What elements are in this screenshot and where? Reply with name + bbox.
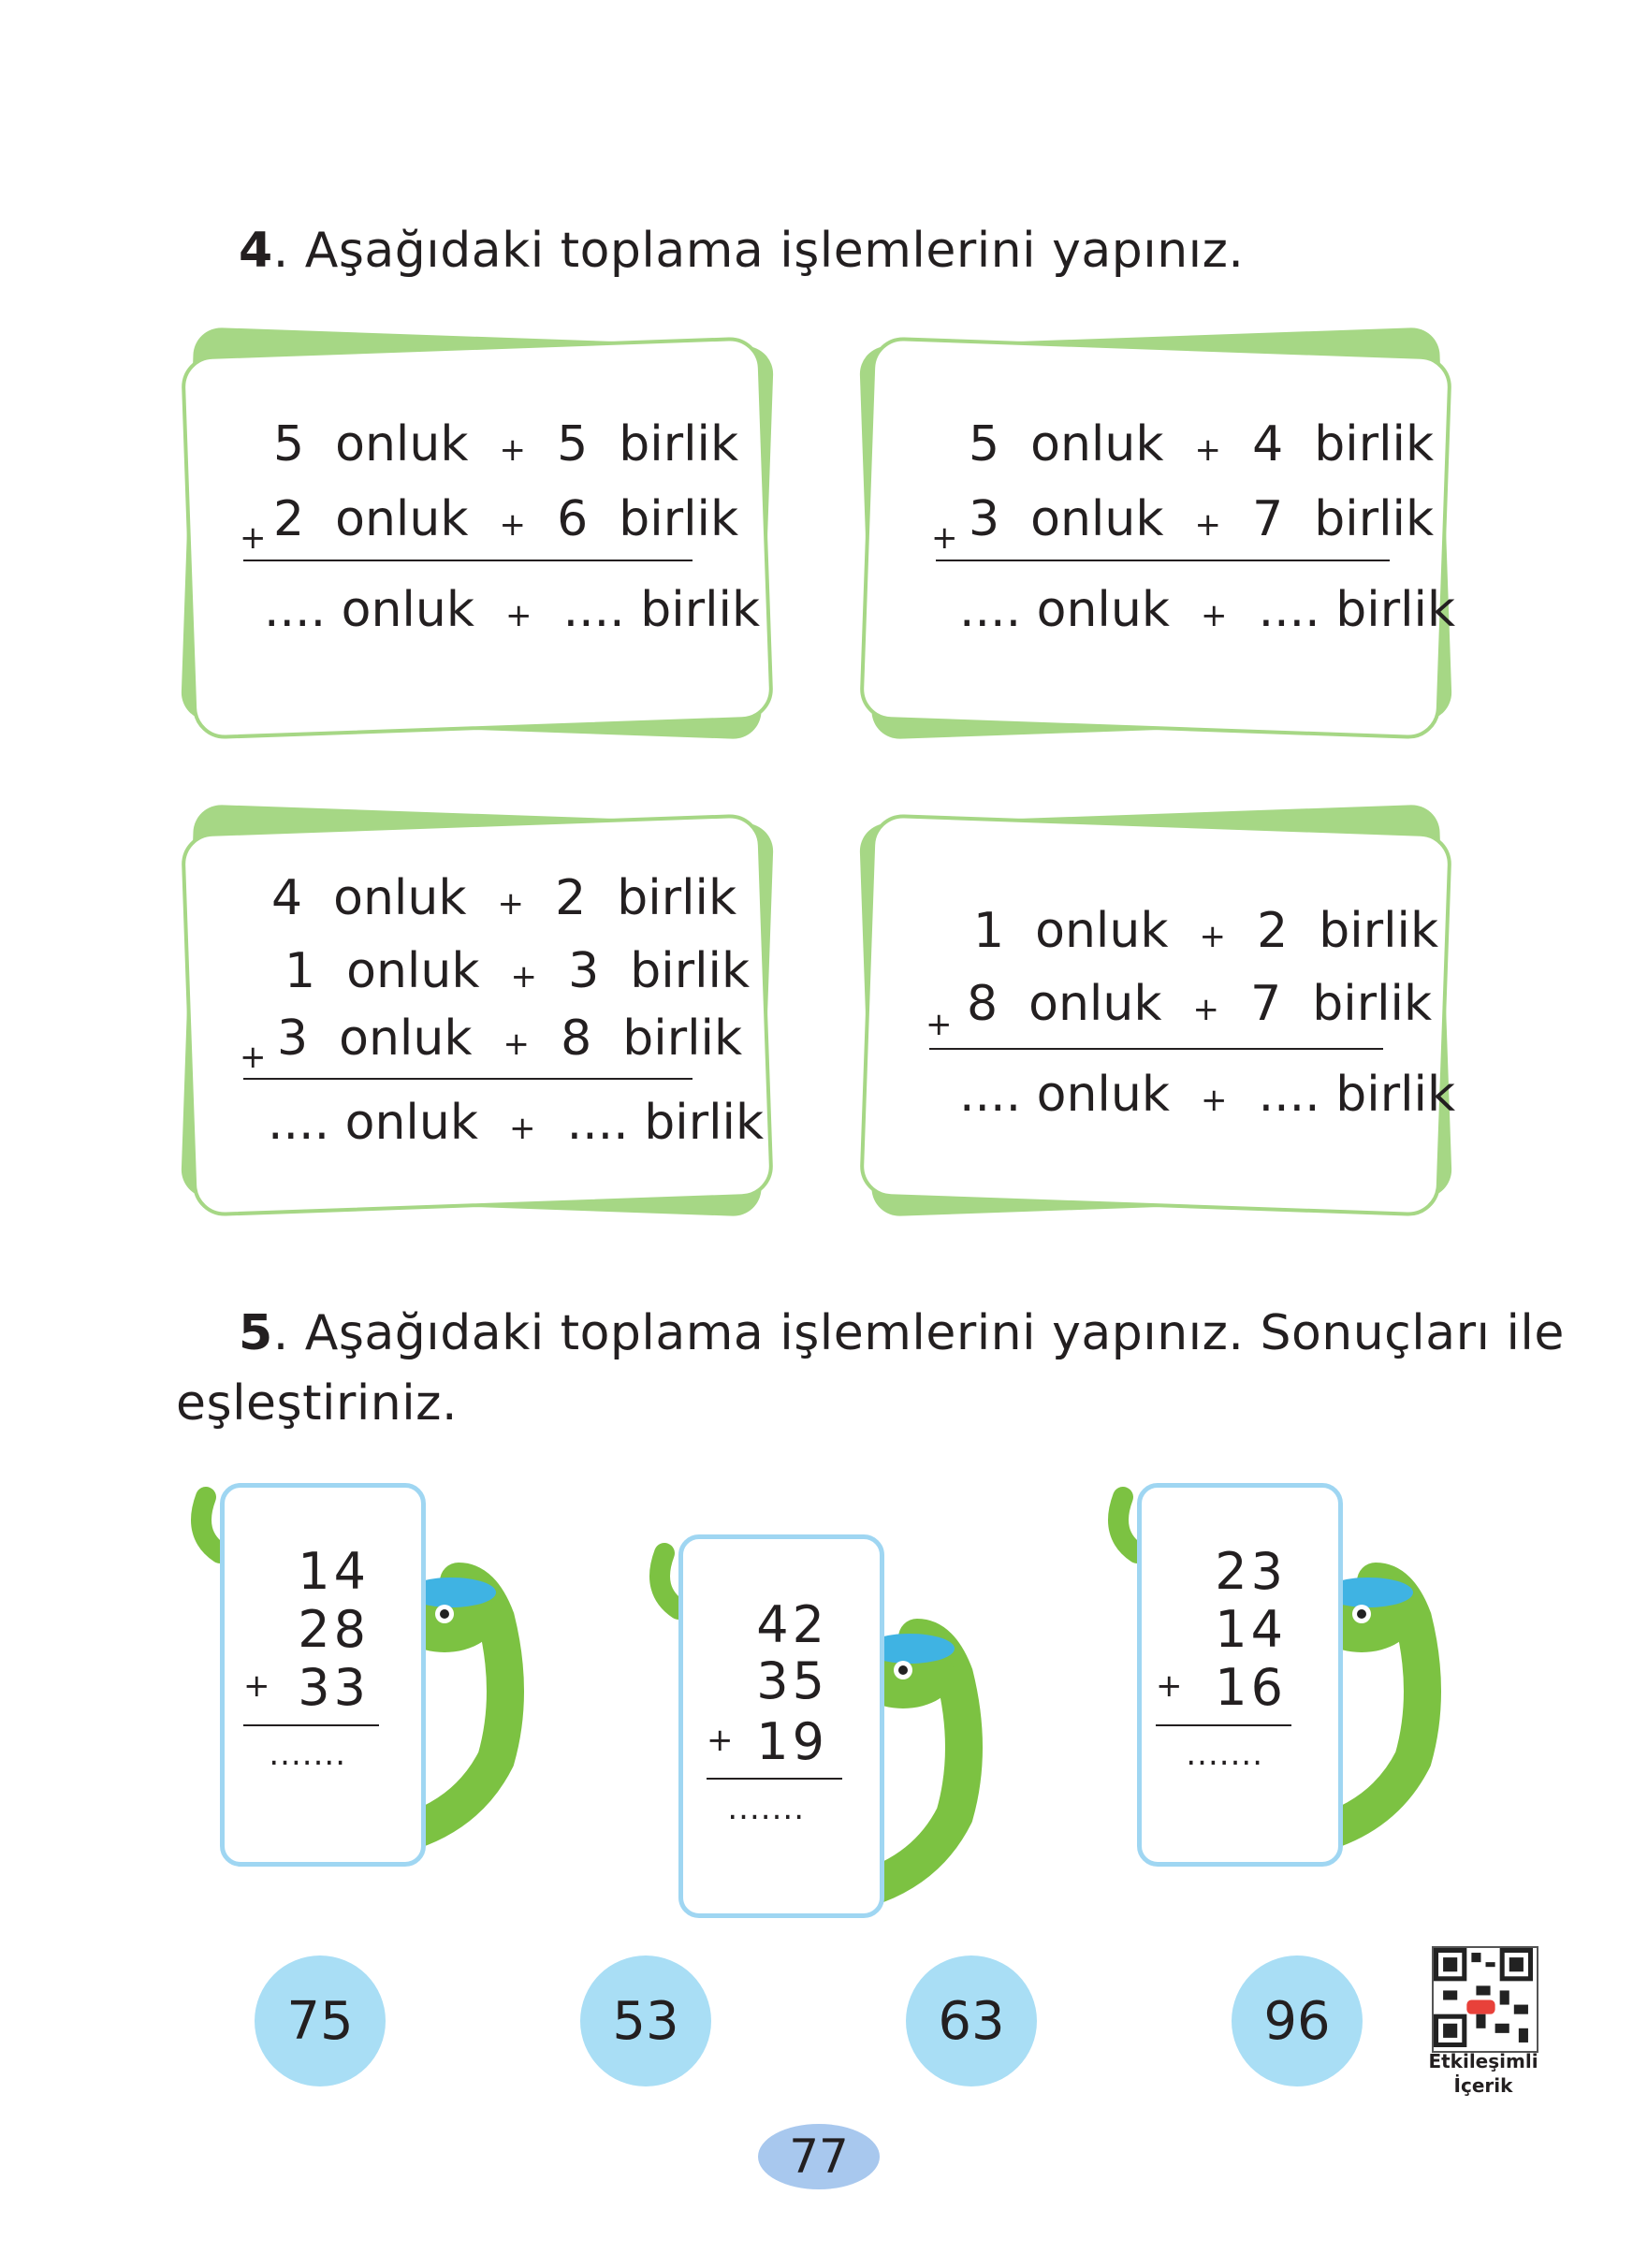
question-5-continuation: eşleştiriniz. (176, 1375, 459, 1432)
answer-circle[interactable]: 53 (580, 1955, 711, 2086)
sum-line (936, 560, 1390, 561)
qr-code-icon[interactable] (1432, 1946, 1538, 2053)
question-5-heading (239, 1305, 1565, 1361)
answer-circle[interactable]: 75 (255, 1955, 386, 2086)
sum-line (243, 1724, 379, 1726)
question-number: 4 (239, 223, 273, 279)
addition-tag-2 (678, 1534, 884, 1918)
plus-sign: + (707, 1722, 734, 1759)
addend: 14 (1215, 1600, 1287, 1659)
addend: 33 (298, 1658, 370, 1717)
question-4-heading (239, 223, 1244, 279)
card-result: .... onluk + .... birlik (959, 1067, 1456, 1123)
addition-card-2 (866, 337, 1456, 730)
plus-sign: + (1156, 1667, 1183, 1705)
addend: 23 (1215, 1542, 1287, 1601)
card-row: 1 onluk + 2 birlik (973, 903, 1439, 959)
sum-line (707, 1778, 842, 1780)
answer-blank: ....... (727, 1790, 805, 1827)
addend: 35 (756, 1651, 828, 1710)
addend: 42 (756, 1595, 828, 1654)
question-text: . Aşağıdaki toplama işlemlerini yapınız. Sonuçları ile (272, 1305, 1565, 1361)
question-number: 5 (239, 1305, 273, 1361)
plus-sign: + (926, 1006, 953, 1043)
card-row: 3 onluk + 8 birlik (277, 1010, 743, 1067)
answer-blank: ....... (269, 1736, 346, 1773)
answer-circle[interactable]: 96 (1232, 1955, 1363, 2086)
card-row: 5 onluk + 4 birlik (969, 416, 1435, 472)
addition-tag-3 (1137, 1483, 1343, 1867)
card-row: 1 onluk + 3 birlik (284, 943, 751, 999)
card-row: 5 onluk + 5 birlik (273, 416, 739, 472)
addend: 14 (298, 1542, 370, 1601)
addition-card-1 (187, 337, 767, 730)
card-row: 3 onluk + 7 birlik (969, 491, 1435, 547)
answer-circle[interactable]: 63 (906, 1955, 1037, 2086)
sum-line (243, 560, 693, 561)
answer-blank: ....... (1186, 1736, 1263, 1773)
addition-tag-1 (220, 1483, 426, 1867)
plus-sign: + (240, 1039, 267, 1076)
card-row: 2 onluk + 6 birlik (273, 491, 739, 547)
sum-line (1156, 1724, 1291, 1726)
sum-line (243, 1078, 693, 1080)
sum-line (929, 1048, 1383, 1050)
card-result: .... onluk + .... birlik (959, 582, 1456, 638)
card-result: .... onluk + .... birlik (264, 582, 761, 638)
question-text: . Aşağıdaki toplama işlemlerini yapınız. (272, 223, 1245, 279)
card-result: .... onluk + .... birlik (268, 1095, 765, 1151)
plus-sign: + (243, 1667, 270, 1705)
addend: 16 (1215, 1658, 1287, 1717)
addend: 28 (298, 1600, 370, 1659)
plus-sign: + (931, 519, 958, 557)
qr-label: Etkileşimli İçerik (1428, 2050, 1538, 2097)
addition-card-3 (187, 814, 767, 1207)
card-row: 8 onluk + 7 birlik (967, 976, 1433, 1032)
page-number: 77 (758, 2124, 880, 2189)
addition-card-4 (866, 814, 1456, 1207)
plus-sign: + (240, 519, 267, 557)
addend: 19 (756, 1712, 828, 1771)
card-row: 4 onluk + 2 birlik (271, 870, 737, 926)
